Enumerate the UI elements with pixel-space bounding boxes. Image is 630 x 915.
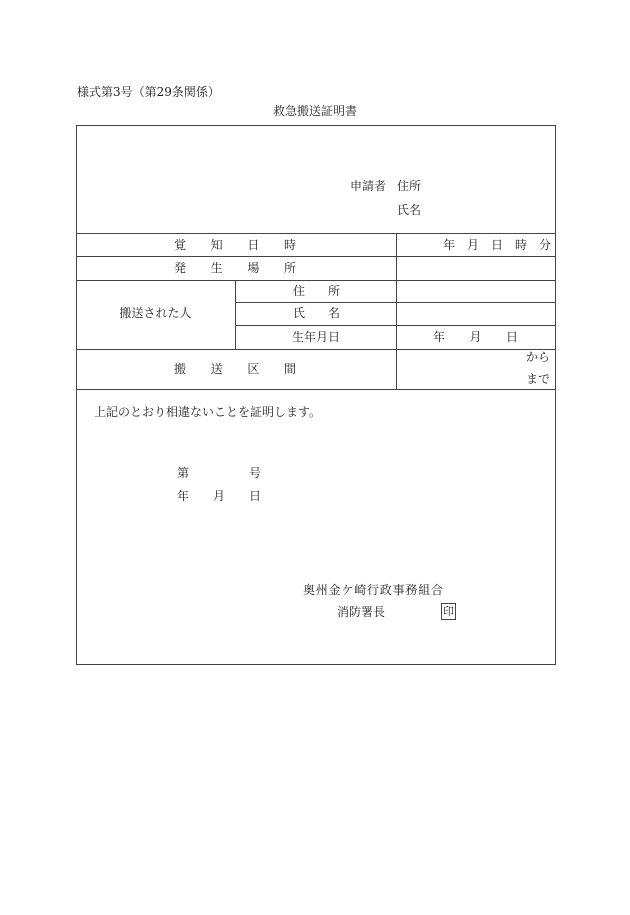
label-char: 知 [210, 238, 223, 252]
patient-address-label [293, 283, 340, 299]
label-char: 所 [283, 261, 296, 275]
table-column-rule [235, 280, 236, 349]
issuer-title: 消防署長 [337, 605, 386, 619]
unit-day: 日 [490, 238, 503, 252]
form-number: 様式第3号（第29条関係） [77, 85, 220, 99]
label-char: 名 [327, 306, 340, 320]
label-char: 時 [283, 238, 296, 252]
label-char: 生 [210, 261, 223, 275]
table-rule [76, 349, 556, 350]
applicant-label: 申請者 [350, 179, 387, 193]
seal-mark: 印 [443, 605, 454, 618]
applicant-address-label: 住所 [397, 179, 422, 193]
patient-label: 搬送された人 [119, 306, 192, 320]
document-title: 救急搬送証明書 [272, 104, 357, 118]
certification-statement: 上記のとおり相違ないことを証明します。 [94, 405, 322, 419]
unit-month: 月 [466, 238, 479, 252]
patient-name-label [293, 305, 340, 321]
table-rule [76, 233, 556, 234]
issuer-organization: 奥州金ケ崎行政事務組合 [303, 583, 444, 597]
unit-minute: 分 [538, 238, 551, 252]
issue-date-month: 月 [213, 489, 226, 503]
transport-from-label: から [525, 350, 550, 364]
table-column-rule [396, 233, 397, 389]
awareness-datetime-units [443, 237, 551, 253]
patient-dob-label: 生年月日 [292, 330, 341, 344]
table-rule [76, 280, 556, 281]
label-char: 氏 [293, 306, 306, 320]
transport-section-label [174, 361, 296, 377]
table-rule [76, 256, 556, 257]
unit-day: 日 [505, 330, 518, 344]
label-char: 送 [210, 362, 223, 376]
label-char: 所 [327, 284, 340, 298]
awareness-datetime-label [174, 237, 296, 253]
table-rule [76, 389, 556, 390]
unit-hour: 時 [514, 238, 527, 252]
patient-dob-units [433, 329, 518, 345]
applicant-name-label: 氏名 [397, 203, 422, 217]
unit-year: 年 [433, 330, 446, 344]
issue-date-year: 年 [177, 489, 190, 503]
certificate-number-suffix: 号 [249, 466, 262, 480]
unit-month: 月 [469, 330, 482, 344]
label-char: 住 [293, 284, 306, 298]
transport-to-label: まで [525, 372, 550, 386]
certificate-number-prefix: 第 [177, 466, 190, 480]
label-char: 場 [247, 261, 260, 275]
label-char: 覚 [174, 238, 187, 252]
label-char: 日 [247, 238, 260, 252]
label-char: 間 [283, 362, 296, 376]
incident-location-label [174, 260, 296, 276]
label-char: 搬 [174, 362, 187, 376]
issue-date-day: 日 [249, 489, 262, 503]
label-char: 区 [247, 362, 260, 376]
unit-year: 年 [443, 238, 456, 252]
label-char: 発 [174, 261, 187, 275]
